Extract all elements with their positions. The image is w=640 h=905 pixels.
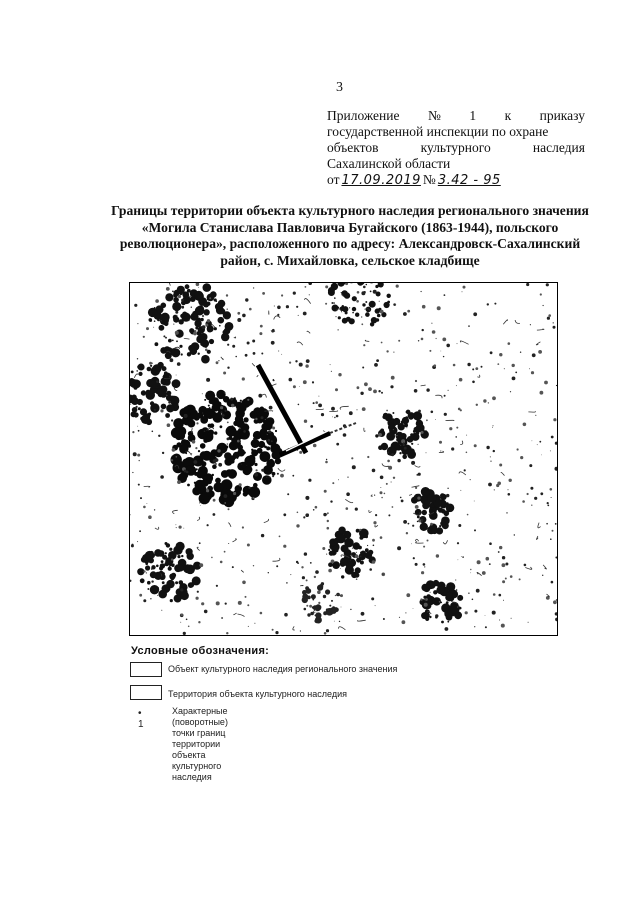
appendix-word: № <box>427 108 441 123</box>
legend-item-label-line: Характерные (поворотные) точки границ <box>172 706 228 738</box>
appendix-header <box>327 108 585 189</box>
appendix-word: приказу <box>539 108 585 123</box>
handwritten-date: 17.09.2019 <box>341 173 421 188</box>
document-title: Границы территории объекта культурного наследия регионального значения «Могила Станислава Павловича Бугайского (1863-1944), польского революционера», расположенного по адресу: Александровск-Сахалинский район, с. Михайловка, сельское кладбище <box>111 203 589 268</box>
legend-item-label: Территория объекта культурного наследия <box>168 689 347 699</box>
appendix-word: Приложение <box>327 108 400 123</box>
boundary-point-symbol: • 1 <box>138 708 144 730</box>
date-prefix: от <box>327 172 340 187</box>
handwritten-order-number: 3.42 - 95 <box>437 173 501 188</box>
appendix-line-1 <box>327 108 585 124</box>
appendix-word: к <box>504 108 512 123</box>
appendix-date-line <box>327 172 585 189</box>
territory-swatch <box>130 685 162 700</box>
appendix-line-3 <box>327 140 585 156</box>
page-number: 3 <box>336 80 343 95</box>
appendix-word: наследия <box>532 140 585 155</box>
legend-item-label <box>172 706 228 783</box>
legend-item-label: Объект культурного наследия регионального значения <box>168 664 398 674</box>
terrain-texture <box>130 283 557 635</box>
appendix-word: культурного <box>420 140 491 155</box>
object-swatch <box>130 662 162 677</box>
satellite-image <box>130 283 557 635</box>
number-sign: № <box>422 172 436 187</box>
appendix-word: объектов <box>327 140 379 155</box>
legend-heading: Условные обозначения: <box>131 645 270 657</box>
appendix-word: 1 <box>469 108 477 123</box>
appendix-line-4: Сахалинской области <box>327 156 451 171</box>
legend-item-label-line: территории объекта культурного наследия <box>172 739 222 782</box>
appendix-line-2: государственной инспекции по охране <box>327 124 549 139</box>
satellite-map <box>129 282 558 636</box>
